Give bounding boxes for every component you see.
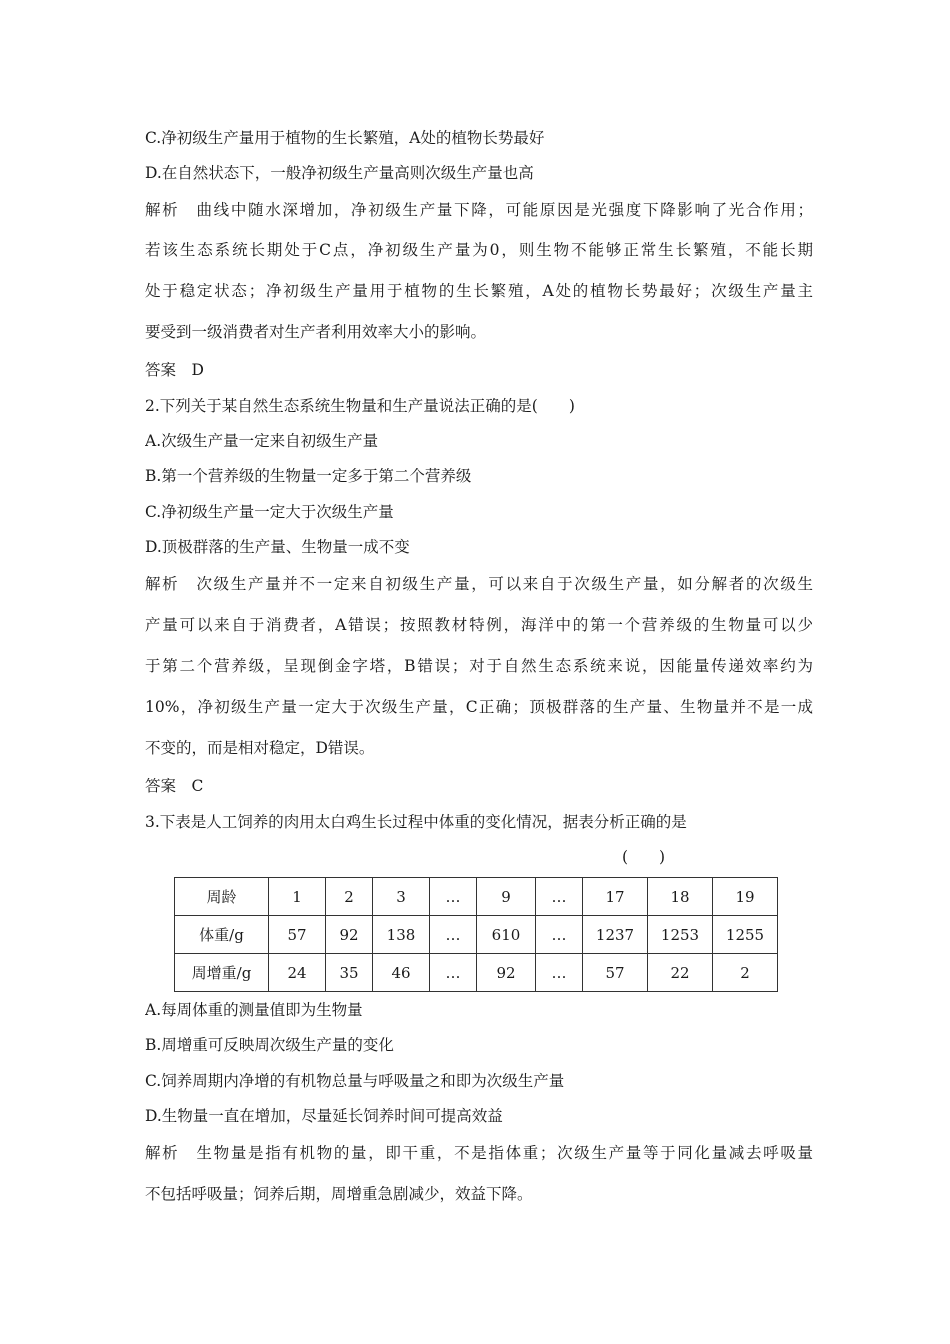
- table-cell: 1253: [648, 916, 713, 954]
- table-row: [175, 916, 778, 954]
- table-cell: 138: [373, 916, 430, 954]
- q2-analysis-line: 于第二个营养级，呈现倒金字塔，B错误；对于自然生态系统来说，因能量传递效率约为: [145, 657, 813, 675]
- q3-analysis-line: 解析 生物量是指有机物的量，即干重，不是指体重；次级生产量等于同化量减去呼吸量: [145, 1144, 813, 1162]
- table-cell: …: [430, 916, 477, 954]
- table-cell: 体重/g: [175, 916, 269, 954]
- q1-analysis-line: 要受到一级消费者对生产者利用效率大小的影响。: [145, 323, 487, 341]
- table-cell: 35: [326, 954, 373, 992]
- q2-option-b: B.第一个营养级的生物量一定多于第二个营养级: [145, 467, 472, 485]
- table-cell: 24: [269, 954, 326, 992]
- table-cell: 46: [373, 954, 430, 992]
- q1-analysis-line: 若该生态系统长期处于C点，净初级生产量为0，则生物不能够正常生长繁殖，不能长期: [145, 241, 813, 259]
- table-cell: 92: [326, 916, 373, 954]
- q3-option-d: D.生物量一直在增加，尽量延长饲养时间可提高效益: [145, 1107, 503, 1125]
- q1-analysis-line: 解析 曲线中随水深增加，净初级生产量下降，可能原因是光强度下降影响了光合作用；: [145, 201, 813, 219]
- q3-option-c: C.饲养周期内净增的有机物总量与呼吸量之和即为次级生产量: [145, 1072, 565, 1090]
- table-row: [175, 878, 778, 916]
- q3-stem: 3.下表是人工饲养的肉用太白鸡生长过程中体重的变化情况，据表分析正确的是: [145, 813, 687, 831]
- table-cell: 57: [269, 916, 326, 954]
- q2-stem: 2.下列关于某自然生态系统生物量和生产量说法正确的是( ): [145, 397, 575, 415]
- table-cell: 57: [583, 954, 648, 992]
- table-row: [175, 954, 778, 992]
- q1-option-d: D.在自然状态下，一般净初级生产量高则次级生产量也高: [145, 164, 534, 182]
- q2-option-c: C.净初级生产量一定大于次级生产量: [145, 503, 394, 521]
- table-cell: 610: [477, 916, 536, 954]
- q2-answer: 答案 C: [145, 777, 204, 795]
- q2-analysis-line: 解析 次级生产量并不一定来自初级生产量，可以来自于次级生产量，如分解者的次级生: [145, 575, 813, 593]
- table-cell: 1255: [713, 916, 778, 954]
- table-cell: 2: [326, 878, 373, 916]
- table-cell: …: [430, 878, 477, 916]
- table-cell: 周龄: [175, 878, 269, 916]
- table-cell: 9: [477, 878, 536, 916]
- table-cell: 18: [648, 878, 713, 916]
- q3-answer-paren: ( ): [622, 848, 666, 866]
- growth-table: [174, 877, 778, 992]
- table-cell: 19: [713, 878, 778, 916]
- q1-option-c: C.净初级生产量用于植物的生长繁殖，A处的植物长势最好: [145, 129, 545, 147]
- table-cell: 92: [477, 954, 536, 992]
- table-cell: 1: [269, 878, 326, 916]
- q3-option-b: B.周增重可反映周次级生产量的变化: [145, 1036, 394, 1054]
- q1-analysis-line: 处于稳定状态；净初级生产量用于植物的生长繁殖，A处的植物长势最好；次级生产量主: [145, 282, 813, 300]
- table-cell: 22: [648, 954, 713, 992]
- q2-option-a: A.次级生产量一定来自初级生产量: [145, 432, 379, 450]
- q3-analysis-line: 不包括呼吸量；饲养后期，周增重急剧减少，效益下降。: [145, 1185, 533, 1203]
- q2-analysis-line: 10%，净初级生产量一定大于次级生产量，C正确；顶极群落的生产量、生物量并不是一成: [145, 698, 813, 716]
- table-cell: 2: [713, 954, 778, 992]
- table-cell: 3: [373, 878, 430, 916]
- q3-option-a: A.每周体重的测量值即为生物量: [145, 1001, 363, 1019]
- table-cell: …: [536, 954, 583, 992]
- table-cell: …: [536, 916, 583, 954]
- table-cell: …: [536, 878, 583, 916]
- q2-analysis-line: 不变的，而是相对稳定，D错误。: [145, 739, 375, 757]
- q2-option-d: D.顶极群落的生产量、生物量一成不变: [145, 538, 410, 556]
- table-cell: 周增重/g: [175, 954, 269, 992]
- table-cell: 1237: [583, 916, 648, 954]
- q2-analysis-line: 产量可以来自于消费者，A错误；按照教材特例，海洋中的第一个营养级的生物量可以少: [145, 616, 813, 634]
- table-cell: 17: [583, 878, 648, 916]
- table-cell: …: [430, 954, 477, 992]
- q1-answer: 答案 D: [145, 361, 204, 379]
